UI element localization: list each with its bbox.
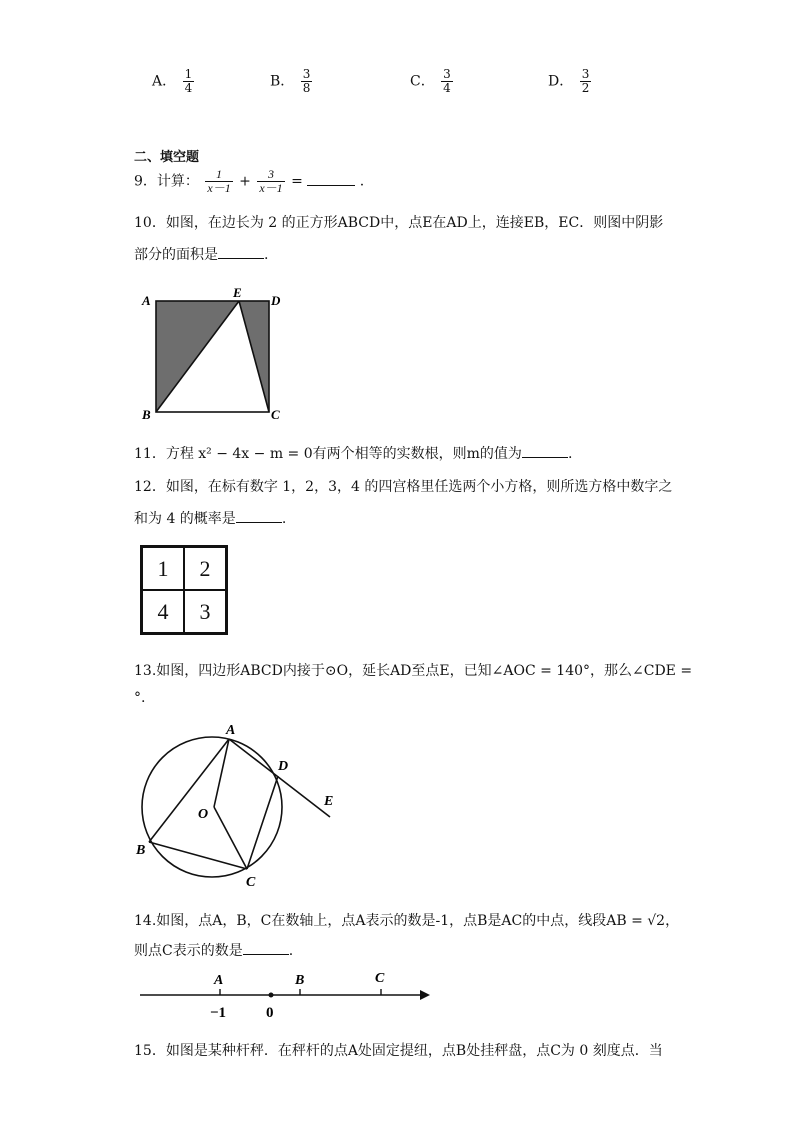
q9-fraction-2: $\frac{3}{x-1}$ (259, 167, 283, 195)
q14-end: . (288, 943, 294, 959)
q12-four-cell-grid (140, 545, 228, 635)
q12-line-1: 12．如图，在标有数字 1，2，3，4 的四宫格里任选两个小方格，则所选方格中数字之 (134, 479, 673, 495)
question-9 (134, 168, 364, 195)
q14-label-b: B (295, 973, 305, 988)
q10-label-d: D (271, 293, 281, 308)
q13-label-c: C (246, 875, 256, 890)
q14-number-line (138, 964, 438, 1024)
q14-label-c: C (375, 971, 385, 986)
q11-answer-blank[interactable] (522, 445, 568, 458)
q11-end: . (567, 446, 573, 462)
q10-label-e: E (233, 285, 242, 300)
option-d-letter: D． (548, 73, 574, 90)
q9-equals: = (291, 173, 303, 190)
q13-label-o: O (198, 807, 209, 822)
q15-line-1: 15．如图是某种杆秤．在秤杆的点A处固定提纽，点B处挂秤盘，点C为 0 刻度点．当 (134, 1043, 663, 1059)
option-b (270, 68, 314, 95)
q14-axis-arrow (420, 990, 430, 1000)
q14-label-a: A (214, 973, 224, 988)
q10-answer-blank[interactable] (218, 246, 264, 259)
option-a-fraction: $\frac{1}{4}$ (184, 67, 193, 95)
q14-line-2-text: 则点C表示的数是 (134, 943, 243, 959)
q11-text: 11．方程 x² − 4x − m = 0有两个相等的实数根，则m的值为 (134, 446, 522, 462)
option-a (152, 68, 196, 95)
option-d-fraction: $\frac{3}{2}$ (581, 67, 590, 95)
q9-plus: + (239, 173, 251, 190)
grid-cell[interactable]: 2 (184, 547, 226, 590)
q13-line-1: 13.如图，四边形ABCD内接于⊙O，延长AD至点E，已知∠AOC = 140°，那么∠CDE = (134, 663, 693, 679)
q13-side-bc (149, 842, 247, 869)
q13-radius-oc (214, 807, 247, 869)
q13-line-ae (229, 739, 330, 817)
grid-cell[interactable]: 1 (142, 547, 184, 590)
q10-square-figure (138, 285, 288, 425)
option-d (548, 68, 593, 95)
q14-origin-dot (269, 993, 274, 998)
option-b-fraction: $\frac{3}{8}$ (302, 67, 311, 95)
q14-line-1: 14.如图，点A，B，C在数轴上，点A表示的数是-1，点B是AC的中点，线段AB = √2， (134, 913, 680, 929)
question-11 (134, 443, 572, 463)
grid-cell[interactable]: 4 (142, 590, 184, 633)
q9-end: . (359, 173, 365, 190)
option-c (410, 68, 455, 95)
q10-label-a: A (142, 293, 151, 308)
q10-line-2-text: 部分的面积是 (134, 247, 218, 263)
q10-end: . (264, 247, 269, 263)
q12-line-2-text: 和为 4 的概率是 (134, 511, 236, 527)
q12-end: . (281, 511, 287, 527)
q13-label-b: B (136, 843, 146, 858)
q12-line-2 (134, 508, 286, 528)
q13-label-e: E (324, 794, 334, 809)
q9-fraction-1: $\frac{1}{x-1}$ (207, 167, 231, 195)
q13-circle-o (142, 737, 282, 877)
q14-label-zero: 0 (266, 1005, 274, 1021)
q10-label-c: C (271, 407, 280, 422)
q13-label-d: D (278, 759, 289, 774)
grid-cell[interactable]: 3 (184, 590, 226, 633)
section-heading: 二、填空题 (134, 150, 200, 165)
option-b-letter: B． (270, 73, 295, 90)
q12-answer-blank[interactable] (236, 510, 282, 523)
q13-line-2: °. (134, 690, 146, 706)
option-a-letter: A． (152, 73, 177, 90)
q10-line-1: 10．如图，在边长为 2 的正方形ABCD中，点E在AD上，连接EB，EC．则图中阴影 (134, 215, 664, 231)
q13-circle-figure (130, 720, 360, 895)
q14-line-2 (134, 940, 293, 960)
q14-answer-blank[interactable] (243, 942, 289, 955)
q14-label-minus-one: −1 (210, 1005, 227, 1021)
option-c-letter: C． (410, 73, 435, 90)
q9-answer-blank[interactable] (307, 173, 355, 186)
option-c-fraction: $\frac{3}{4}$ (443, 67, 451, 95)
q9-prefix: 9．计算： (134, 173, 199, 190)
q13-label-a: A (226, 723, 236, 738)
q10-line-2 (134, 244, 268, 264)
q10-label-b: B (142, 407, 151, 422)
